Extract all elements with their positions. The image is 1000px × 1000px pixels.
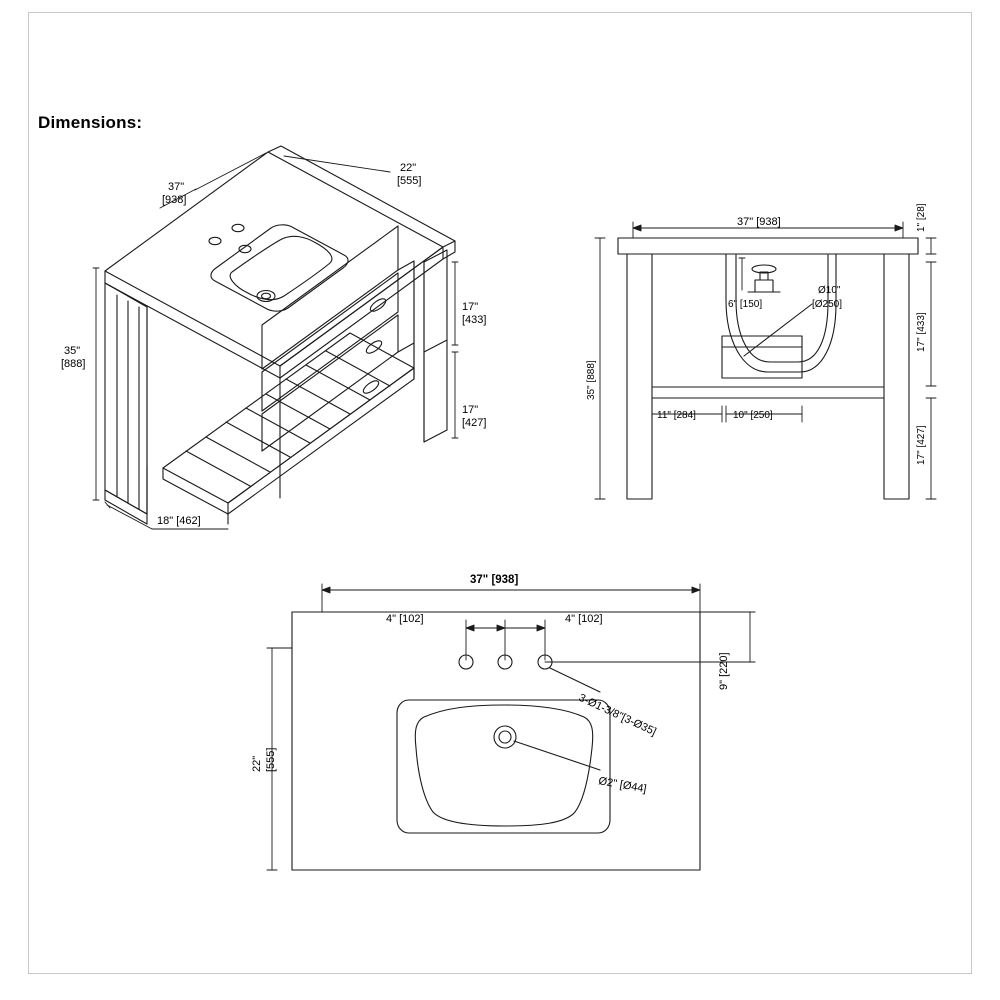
top-drain-hole-label: Ø2" [Ø44] (597, 775, 648, 796)
front-drain-dia-label: Ø10" (818, 285, 841, 296)
top-hole-right-label: 4" [102] (565, 613, 603, 625)
iso-width-label: 37" (168, 181, 185, 193)
front-labels (586, 203, 927, 465)
iso-lower-label: 17" (462, 404, 479, 416)
iso-upper-label-mm: [433] (462, 314, 487, 326)
front-top-thickness-label: 1" [28] (916, 203, 927, 232)
front-lower-height-label: 17" [427] (916, 425, 927, 465)
iso-labels (61, 162, 486, 527)
iso-dimensions (93, 153, 458, 529)
iso-lower-label-mm: [427] (462, 417, 487, 429)
top-hole-left-label: 4" [102] (386, 613, 424, 625)
iso-upper-label: 17" (462, 301, 479, 313)
top-depth-label: 22" (251, 755, 263, 772)
top-width-label: 37" [938] (470, 574, 519, 586)
page-title: Dimensions: (38, 113, 143, 132)
front-bowl-depth-label: 6" [150] (728, 299, 763, 310)
top-depth-label-mm: [555] (265, 747, 277, 772)
top-dimensions (267, 584, 755, 870)
iso-vanity (105, 146, 455, 524)
front-bowl-width-label: 10" [250] (733, 410, 773, 421)
top-faucet-holes-label: 3-Ø1-3/8"[3-Ø35] (576, 691, 658, 739)
top-view-vanity (292, 612, 700, 870)
iso-height-label-mm: [888] (61, 358, 86, 370)
iso-base-depth-label: 18" [462] (157, 515, 201, 527)
top-labels (251, 574, 730, 795)
front-width-label: 37" [938] (737, 216, 781, 228)
top-back-to-holes-label: 9" [220] (718, 652, 730, 690)
iso-depth-label: 22" (400, 162, 417, 174)
front-section-vanity (618, 238, 918, 499)
front-dimensions (595, 222, 936, 499)
iso-width-label-mm: [938] (162, 194, 187, 206)
front-drain-dia-mm-label: [Ø250] (812, 299, 843, 310)
front-left-offset-label: 11" [284] (657, 410, 696, 421)
front-upper-height-label: 17" [433] (916, 312, 927, 352)
front-overall-height-label: 35" [888] (586, 360, 597, 400)
iso-depth-label-mm: [555] (397, 175, 422, 187)
iso-height-label: 35" (64, 345, 81, 357)
